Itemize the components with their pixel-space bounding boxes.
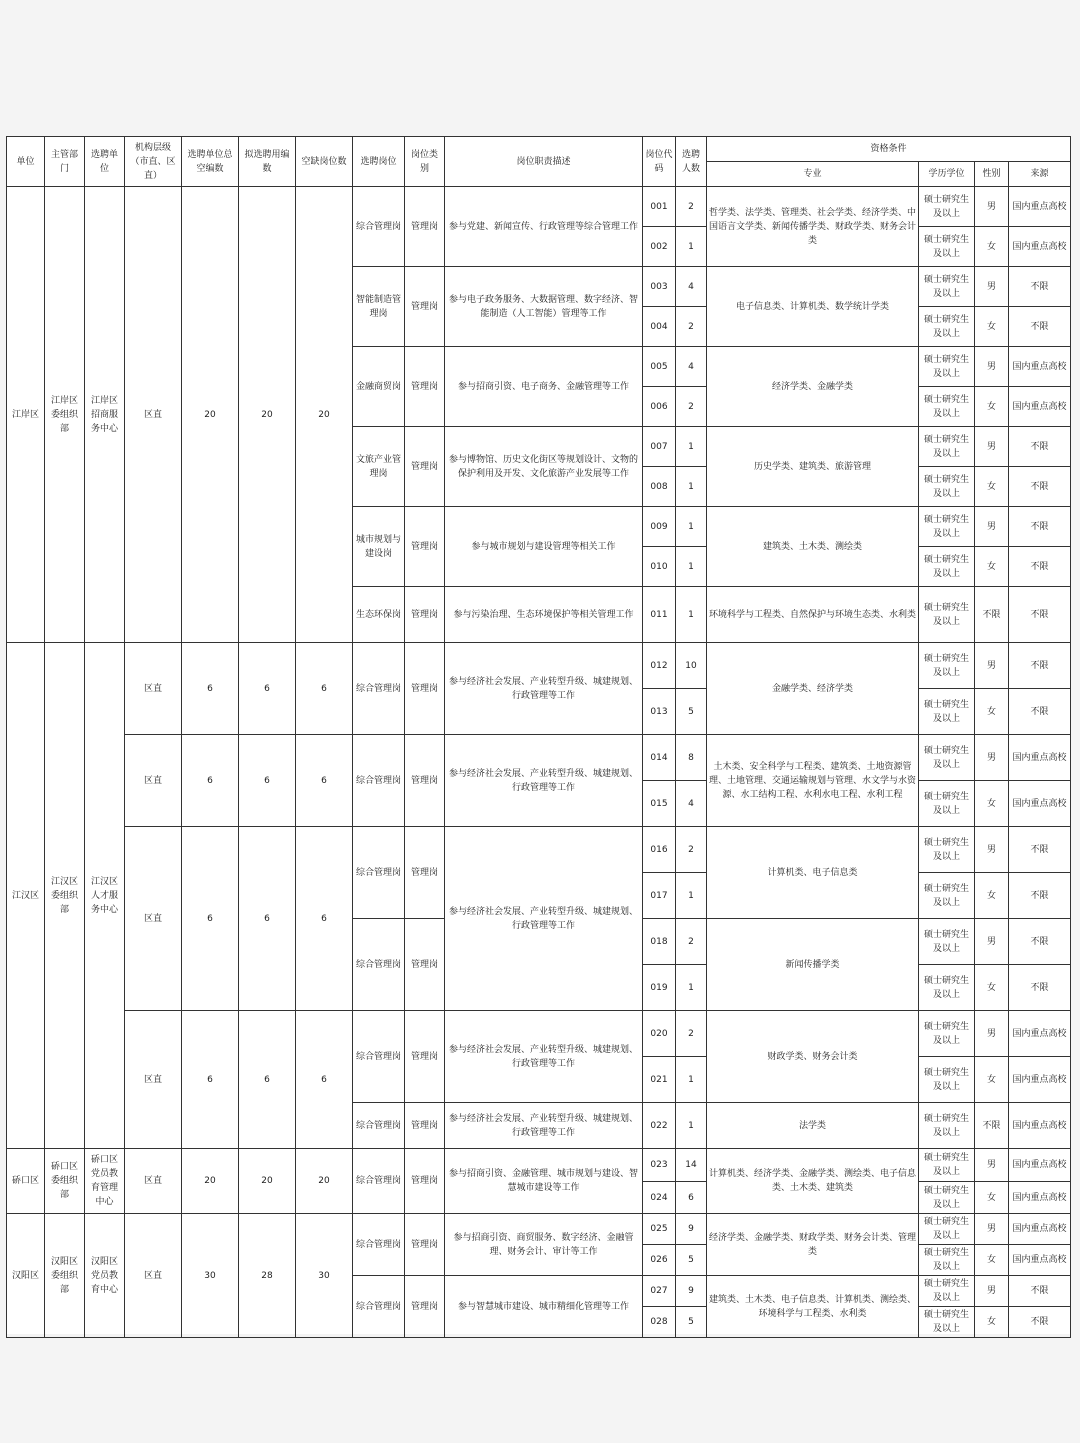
source-cell: 国内重点高校 <box>1009 735 1071 781</box>
degree-cell: 硕士研究生及以上 <box>919 1214 975 1245</box>
gender-cell: 男 <box>975 1214 1009 1245</box>
gender-cell: 男 <box>975 427 1009 467</box>
gender-cell: 女 <box>975 547 1009 587</box>
degree-cell: 硕士研究生及以上 <box>919 347 975 387</box>
gender-cell: 男 <box>975 1276 1009 1307</box>
duty-cell: 参与经济社会发展、产业转型升级、城建规划、行政管理等工作 <box>445 735 643 827</box>
gender-cell: 女 <box>975 873 1009 919</box>
gender-cell: 女 <box>975 1182 1009 1214</box>
source-cell: 国内重点高校 <box>1009 1245 1071 1276</box>
source-cell: 不限 <box>1009 827 1071 873</box>
degree-cell: 硕士研究生及以上 <box>919 187 975 227</box>
count-cell: 9 <box>676 1276 707 1307</box>
code-cell: 013 <box>643 689 676 735</box>
vacancy-cell: 6 <box>296 1011 353 1149</box>
count-cell: 5 <box>676 1307 707 1338</box>
major-cell: 建筑类、土木类、电子信息类、计算机类、测绘类、环境科学与工程类、水利类 <box>707 1276 919 1338</box>
gender-cell: 女 <box>975 227 1009 267</box>
level-cell: 区直 <box>125 1011 182 1149</box>
degree-cell: 硕士研究生及以上 <box>919 1276 975 1307</box>
header-dept: 主管部门 <box>45 137 85 187</box>
header-degree: 学历学位 <box>919 162 975 187</box>
dept-cell: 汉阳区委组织部 <box>45 1214 85 1338</box>
gender-cell: 女 <box>975 781 1009 827</box>
header-level: 机构层级（市直、区直） <box>125 137 182 187</box>
count-cell: 1 <box>676 227 707 267</box>
vacancy-cell: 6 <box>296 735 353 827</box>
duty-cell: 参与招商引资、电子商务、金融管理等工作 <box>445 347 643 427</box>
gender-cell: 男 <box>975 507 1009 547</box>
count-cell: 1 <box>676 1103 707 1149</box>
planned-cell: 6 <box>239 827 296 1011</box>
post-type-cell: 管理岗 <box>405 507 445 587</box>
gender-cell: 男 <box>975 643 1009 689</box>
duty-cell: 参与经济社会发展、产业转型升级、城建规划、行政管理等工作 <box>445 1103 643 1149</box>
recruitment-table-sheet <box>6 136 1070 1334</box>
recruitment-table <box>6 136 1071 1338</box>
degree-cell: 硕士研究生及以上 <box>919 1245 975 1276</box>
post-type-cell: 管理岗 <box>405 643 445 735</box>
count-cell: 2 <box>676 307 707 347</box>
header-planned: 拟选聘用编数 <box>239 137 296 187</box>
post-cell: 综合管理岗 <box>353 1149 405 1214</box>
code-cell: 004 <box>643 307 676 347</box>
degree-cell: 硕士研究生及以上 <box>919 919 975 965</box>
degree-cell: 硕士研究生及以上 <box>919 507 975 547</box>
degree-cell: 硕士研究生及以上 <box>919 1182 975 1214</box>
source-cell: 不限 <box>1009 307 1071 347</box>
post-type-cell: 管理岗 <box>405 735 445 827</box>
code-cell: 015 <box>643 781 676 827</box>
header-unit: 单位 <box>7 137 45 187</box>
code-cell: 017 <box>643 873 676 919</box>
degree-cell: 硕士研究生及以上 <box>919 227 975 267</box>
table-row <box>7 1149 1071 1182</box>
level-cell: 区直 <box>125 1214 182 1338</box>
gender-cell: 不限 <box>975 587 1009 643</box>
code-cell: 018 <box>643 919 676 965</box>
header-count: 选聘人数 <box>676 137 707 187</box>
vacancy-cell: 6 <box>296 827 353 1011</box>
planned-cell: 6 <box>239 643 296 735</box>
gender-cell: 女 <box>975 307 1009 347</box>
source-cell: 国内重点高校 <box>1009 387 1071 427</box>
count-cell: 2 <box>676 187 707 227</box>
count-cell: 14 <box>676 1149 707 1182</box>
table-row <box>7 1011 1071 1057</box>
hire-unit-cell: 汉阳区党员教育中心 <box>85 1214 125 1338</box>
hire-unit-cell: 江岸区招商服务中心 <box>85 187 125 643</box>
duty-cell: 参与经济社会发展、产业转型升级、城建规划、行政管理等工作 <box>445 1011 643 1103</box>
post-type-cell: 管理岗 <box>405 587 445 643</box>
count-cell: 2 <box>676 1011 707 1057</box>
source-cell: 国内重点高校 <box>1009 1149 1071 1182</box>
header-post: 选聘岗位 <box>353 137 405 187</box>
source-cell: 不限 <box>1009 919 1071 965</box>
source-cell: 不限 <box>1009 873 1071 919</box>
source-cell: 不限 <box>1009 1276 1071 1307</box>
degree-cell: 硕士研究生及以上 <box>919 1011 975 1057</box>
post-type-cell: 管理岗 <box>405 427 445 507</box>
major-cell: 历史学类、建筑类、旅游管理 <box>707 427 919 507</box>
post-type-cell: 管理岗 <box>405 827 445 919</box>
quota-cell: 20 <box>182 187 239 643</box>
source-cell: 不限 <box>1009 1307 1071 1338</box>
code-cell: 012 <box>643 643 676 689</box>
major-cell: 哲学类、法学类、管理类、社会学类、经济学类、中国语言文学类、新闻传播学类、财政学类、财务会计类 <box>707 187 919 267</box>
degree-cell: 硕士研究生及以上 <box>919 587 975 643</box>
vacancy-cell: 20 <box>296 1149 353 1214</box>
gender-cell: 男 <box>975 187 1009 227</box>
table-body <box>7 187 1071 1338</box>
gender-cell: 女 <box>975 965 1009 1011</box>
degree-cell: 硕士研究生及以上 <box>919 1307 975 1338</box>
code-cell: 008 <box>643 467 676 507</box>
header-gender: 性别 <box>975 162 1009 187</box>
post-cell: 综合管理岗 <box>353 643 405 735</box>
post-type-cell: 管理岗 <box>405 1149 445 1214</box>
major-cell: 计算机类、电子信息类 <box>707 827 919 919</box>
source-cell: 不限 <box>1009 587 1071 643</box>
table-row <box>7 827 1071 873</box>
quota-cell: 30 <box>182 1214 239 1338</box>
source-cell: 国内重点高校 <box>1009 187 1071 227</box>
hire-unit-cell: 江汉区人才服务中心 <box>85 643 125 1149</box>
post-cell: 综合管理岗 <box>353 1276 405 1338</box>
count-cell: 8 <box>676 735 707 781</box>
code-cell: 028 <box>643 1307 676 1338</box>
gender-cell: 男 <box>975 1011 1009 1057</box>
degree-cell: 硕士研究生及以上 <box>919 689 975 735</box>
count-cell: 1 <box>676 965 707 1011</box>
post-type-cell: 管理岗 <box>405 1214 445 1276</box>
major-cell: 土木类、安全科学与工程类、建筑类、土地资源管理、土地管理、交通运输规划与管理、水文学与水资源、水工结构工程、水利水电工程、水利工程 <box>707 735 919 827</box>
quota-cell: 6 <box>182 827 239 1011</box>
vacancy-cell: 30 <box>296 1214 353 1338</box>
degree-cell: 硕士研究生及以上 <box>919 307 975 347</box>
major-cell: 计算机类、经济学类、金融学类、测绘类、电子信息类、土木类、建筑类 <box>707 1149 919 1214</box>
code-cell: 001 <box>643 187 676 227</box>
post-type-cell: 管理岗 <box>405 187 445 267</box>
major-cell: 财政学类、财务会计类 <box>707 1011 919 1103</box>
post-cell: 综合管理岗 <box>353 1103 405 1149</box>
code-cell: 016 <box>643 827 676 873</box>
degree-cell: 硕士研究生及以上 <box>919 467 975 507</box>
duty-cell: 参与党建、新闻宣传、行政管理等综合管理工作 <box>445 187 643 267</box>
degree-cell: 硕士研究生及以上 <box>919 547 975 587</box>
gender-cell: 女 <box>975 1057 1009 1103</box>
dept-cell: 硚口区委组织部 <box>45 1149 85 1214</box>
table-row <box>7 643 1071 689</box>
post-type-cell: 管理岗 <box>405 347 445 427</box>
count-cell: 1 <box>676 1057 707 1103</box>
gender-cell: 男 <box>975 267 1009 307</box>
code-cell: 010 <box>643 547 676 587</box>
gender-cell: 女 <box>975 387 1009 427</box>
quota-cell: 6 <box>182 735 239 827</box>
source-cell: 不限 <box>1009 467 1071 507</box>
unit-cell: 汉阳区 <box>7 1214 45 1338</box>
level-cell: 区直 <box>125 827 182 1011</box>
gender-cell: 男 <box>975 827 1009 873</box>
gender-cell: 女 <box>975 1307 1009 1338</box>
count-cell: 1 <box>676 873 707 919</box>
major-cell: 电子信息类、计算机类、数学统计学类 <box>707 267 919 347</box>
level-cell: 区直 <box>125 643 182 735</box>
count-cell: 5 <box>676 1245 707 1276</box>
code-cell: 027 <box>643 1276 676 1307</box>
code-cell: 020 <box>643 1011 676 1057</box>
duty-cell: 参与经济社会发展、产业转型升级、城建规划、行政管理等工作 <box>445 827 643 1011</box>
post-cell: 城市规划与建设岗 <box>353 507 405 587</box>
major-cell: 金融学类、经济学类 <box>707 643 919 735</box>
code-cell: 011 <box>643 587 676 643</box>
gender-cell: 男 <box>975 347 1009 387</box>
degree-cell: 硕士研究生及以上 <box>919 267 975 307</box>
dept-cell: 江汉区委组织部 <box>45 643 85 1149</box>
count-cell: 2 <box>676 827 707 873</box>
level-cell: 区直 <box>125 187 182 643</box>
post-cell: 智能制造管理岗 <box>353 267 405 347</box>
level-cell: 区直 <box>125 1149 182 1214</box>
count-cell: 2 <box>676 387 707 427</box>
duty-cell: 参与城市规划与建设管理等相关工作 <box>445 507 643 587</box>
header-duty: 岗位职责描述 <box>445 137 643 187</box>
duty-cell: 参与招商引资、金融管理、城市规划与建设、智慧城市建设等工作 <box>445 1149 643 1214</box>
degree-cell: 硕士研究生及以上 <box>919 1149 975 1182</box>
major-cell: 环境科学与工程类、自然保护与环境生态类、水利类 <box>707 587 919 643</box>
source-cell: 国内重点高校 <box>1009 1011 1071 1057</box>
source-cell: 不限 <box>1009 689 1071 735</box>
dept-cell: 江岸区委组织部 <box>45 187 85 643</box>
header-vacancy: 空缺岗位数 <box>296 137 353 187</box>
degree-cell: 硕士研究生及以上 <box>919 427 975 467</box>
degree-cell: 硕士研究生及以上 <box>919 873 975 919</box>
post-type-cell: 管理岗 <box>405 1011 445 1103</box>
quota-cell: 6 <box>182 1011 239 1149</box>
major-cell: 经济学类、金融学类 <box>707 347 919 427</box>
source-cell: 国内重点高校 <box>1009 1182 1071 1214</box>
code-cell: 021 <box>643 1057 676 1103</box>
gender-cell: 女 <box>975 467 1009 507</box>
post-cell: 综合管理岗 <box>353 919 405 1011</box>
post-cell: 综合管理岗 <box>353 1011 405 1103</box>
code-cell: 005 <box>643 347 676 387</box>
count-cell: 9 <box>676 1214 707 1245</box>
vacancy-cell: 20 <box>296 187 353 643</box>
code-cell: 022 <box>643 1103 676 1149</box>
post-type-cell: 管理岗 <box>405 919 445 1011</box>
header-source: 来源 <box>1009 162 1071 187</box>
post-cell: 生态环保岗 <box>353 587 405 643</box>
unit-cell: 江岸区 <box>7 187 45 643</box>
vacancy-cell: 6 <box>296 643 353 735</box>
source-cell: 不限 <box>1009 643 1071 689</box>
count-cell: 1 <box>676 427 707 467</box>
planned-cell: 20 <box>239 187 296 643</box>
duty-cell: 参与招商引资、商贸服务、数字经济、金融管理、财务会计、审计等工作 <box>445 1214 643 1276</box>
count-cell: 1 <box>676 467 707 507</box>
count-cell: 6 <box>676 1182 707 1214</box>
code-cell: 002 <box>643 227 676 267</box>
header-qualifications: 资格条件 <box>707 137 1071 162</box>
count-cell: 1 <box>676 547 707 587</box>
unit-cell: 硚口区 <box>7 1149 45 1214</box>
code-cell: 026 <box>643 1245 676 1276</box>
duty-cell: 参与经济社会发展、产业转型升级、城建规划、行政管理等工作 <box>445 643 643 735</box>
code-cell: 009 <box>643 507 676 547</box>
code-cell: 003 <box>643 267 676 307</box>
degree-cell: 硕士研究生及以上 <box>919 965 975 1011</box>
header-row <box>7 137 1071 162</box>
planned-cell: 28 <box>239 1214 296 1338</box>
source-cell: 国内重点高校 <box>1009 1103 1071 1149</box>
code-cell: 007 <box>643 427 676 467</box>
header-hire-unit: 选聘单位 <box>85 137 125 187</box>
source-cell: 国内重点高校 <box>1009 347 1071 387</box>
count-cell: 10 <box>676 643 707 689</box>
count-cell: 4 <box>676 781 707 827</box>
duty-cell: 参与智慧城市建设、城市精细化管理等工作 <box>445 1276 643 1338</box>
count-cell: 5 <box>676 689 707 735</box>
code-cell: 019 <box>643 965 676 1011</box>
table-row <box>7 187 1071 227</box>
gender-cell: 男 <box>975 919 1009 965</box>
source-cell: 不限 <box>1009 507 1071 547</box>
source-cell: 国内重点高校 <box>1009 227 1071 267</box>
duty-cell: 参与污染治理、生态环境保护等相关管理工作 <box>445 587 643 643</box>
major-cell: 新闻传播学类 <box>707 919 919 1011</box>
header-major: 专业 <box>707 162 919 187</box>
degree-cell: 硕士研究生及以上 <box>919 643 975 689</box>
degree-cell: 硕士研究生及以上 <box>919 827 975 873</box>
post-type-cell: 管理岗 <box>405 267 445 347</box>
major-cell: 法学类 <box>707 1103 919 1149</box>
post-cell: 综合管理岗 <box>353 735 405 827</box>
code-cell: 024 <box>643 1182 676 1214</box>
planned-cell: 6 <box>239 1011 296 1149</box>
level-cell: 区直 <box>125 735 182 827</box>
table-row <box>7 1214 1071 1245</box>
count-cell: 2 <box>676 919 707 965</box>
degree-cell: 硕士研究生及以上 <box>919 387 975 427</box>
count-cell: 4 <box>676 347 707 387</box>
degree-cell: 硕士研究生及以上 <box>919 781 975 827</box>
header-quota: 选聘单位总空编数 <box>182 137 239 187</box>
post-cell: 综合管理岗 <box>353 827 405 919</box>
post-cell: 金融商贸岗 <box>353 347 405 427</box>
post-cell: 综合管理岗 <box>353 187 405 267</box>
quota-cell: 6 <box>182 643 239 735</box>
header-post-type: 岗位类别 <box>405 137 445 187</box>
gender-cell: 男 <box>975 735 1009 781</box>
post-cell: 综合管理岗 <box>353 1214 405 1276</box>
count-cell: 1 <box>676 587 707 643</box>
source-cell: 国内重点高校 <box>1009 1214 1071 1245</box>
quota-cell: 20 <box>182 1149 239 1214</box>
unit-cell: 江汉区 <box>7 643 45 1149</box>
source-cell: 国内重点高校 <box>1009 1057 1071 1103</box>
planned-cell: 6 <box>239 735 296 827</box>
planned-cell: 20 <box>239 1149 296 1214</box>
degree-cell: 硕士研究生及以上 <box>919 1057 975 1103</box>
degree-cell: 硕士研究生及以上 <box>919 1103 975 1149</box>
code-cell: 014 <box>643 735 676 781</box>
post-type-cell: 管理岗 <box>405 1103 445 1149</box>
post-type-cell: 管理岗 <box>405 1276 445 1338</box>
count-cell: 4 <box>676 267 707 307</box>
table-row <box>7 735 1071 781</box>
major-cell: 建筑类、土木类、测绘类 <box>707 507 919 587</box>
header-code: 岗位代码 <box>643 137 676 187</box>
source-cell: 不限 <box>1009 427 1071 467</box>
gender-cell: 女 <box>975 1245 1009 1276</box>
gender-cell: 不限 <box>975 1103 1009 1149</box>
count-cell: 1 <box>676 507 707 547</box>
duty-cell: 参与电子政务服务、大数据管理、数字经济、智能制造（人工智能）管理等工作 <box>445 267 643 347</box>
code-cell: 023 <box>643 1149 676 1182</box>
code-cell: 006 <box>643 387 676 427</box>
source-cell: 不限 <box>1009 965 1071 1011</box>
gender-cell: 男 <box>975 1149 1009 1182</box>
major-cell: 经济学类、金融学类、财政学类、财务会计类、管理类 <box>707 1214 919 1276</box>
post-cell: 文旅产业管理岗 <box>353 427 405 507</box>
hire-unit-cell: 硚口区党员教育管理中心 <box>85 1149 125 1214</box>
source-cell: 国内重点高校 <box>1009 781 1071 827</box>
gender-cell: 女 <box>975 689 1009 735</box>
source-cell: 不限 <box>1009 547 1071 587</box>
degree-cell: 硕士研究生及以上 <box>919 735 975 781</box>
source-cell: 不限 <box>1009 267 1071 307</box>
code-cell: 025 <box>643 1214 676 1245</box>
duty-cell: 参与博物馆、历史文化街区等规划设计、文物的保护利用及开发、文化旅游产业发展等工作 <box>445 427 643 507</box>
